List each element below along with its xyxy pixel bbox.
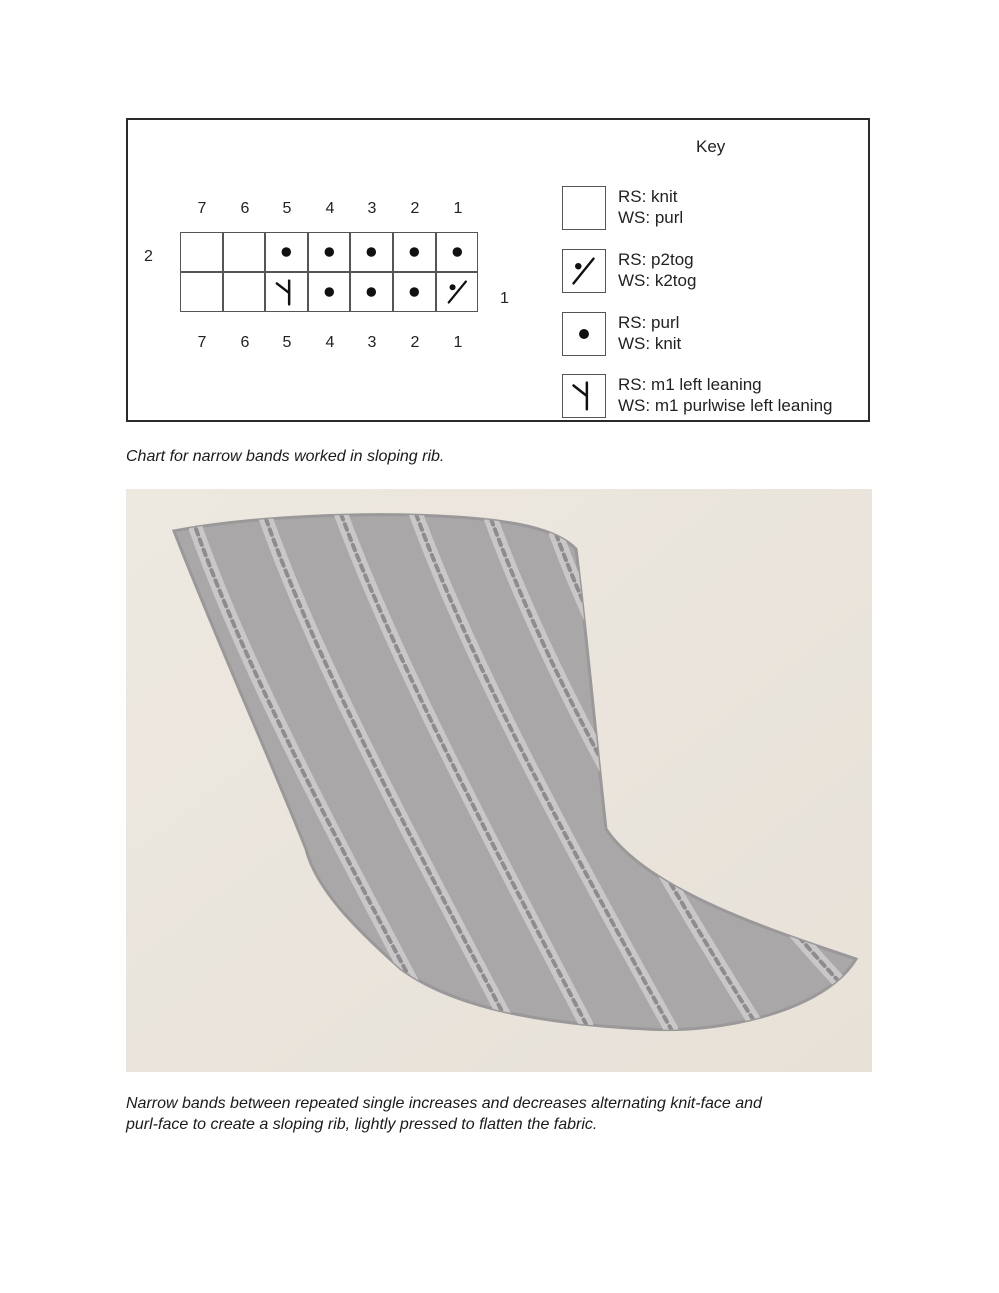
col-number: 6: [240, 200, 250, 217]
purl-dot-icon: [282, 247, 292, 257]
blank-square-icon: [562, 186, 606, 230]
chart-cell-blank: [223, 272, 266, 312]
col-number: 6: [240, 334, 250, 351]
photo-caption-line-2: purl-face to create a sloping rib, lightly pressed to flatten the fabric.: [126, 1116, 598, 1133]
col-number: 4: [325, 200, 335, 217]
purl-dot-icon: [324, 247, 334, 257]
knitted-swatch-photo: [126, 489, 872, 1072]
col-number: 3: [367, 334, 377, 351]
key-rs-text: RS: p2tog: [618, 250, 694, 269]
chart-caption: Chart for narrow bands worked in sloping rib.: [126, 448, 445, 465]
row-number-1: 1: [500, 290, 509, 307]
col-number: 5: [282, 200, 292, 217]
chart-cell-blank: [180, 232, 223, 272]
key-ws-text: WS: k2tog: [618, 271, 697, 290]
chart-cell-blank: [223, 232, 266, 272]
purl-dot-icon: [410, 287, 420, 297]
chart-cell-purl: [308, 272, 351, 312]
chart-cell-blank: [180, 272, 223, 312]
col-number: 1: [453, 200, 463, 217]
chart-cell-purl: [393, 272, 436, 312]
key-title: Key: [696, 137, 726, 156]
stitch-chart: [126, 118, 870, 422]
chart-cell-purl: [265, 232, 308, 272]
key-rs-text: RS: knit: [618, 187, 678, 206]
chart-cell-m1-left: [265, 272, 308, 312]
photo-caption: [126, 1093, 762, 1135]
col-number: 1: [453, 334, 463, 351]
purl-dot-icon: [562, 312, 606, 356]
row-number-2: 2: [144, 248, 153, 265]
col-number: 4: [325, 334, 335, 351]
purl-dot-icon: [410, 247, 420, 257]
col-number: 2: [410, 200, 420, 217]
col-number: 7: [197, 200, 207, 217]
col-number: 3: [367, 200, 377, 217]
purl-dot-icon: [324, 287, 334, 297]
col-number: 5: [282, 334, 292, 351]
p2tog-icon: [448, 282, 465, 303]
col-number: 7: [197, 334, 207, 351]
key-rs-text: RS: m1 left leaning: [618, 375, 762, 394]
purl-dot-icon: [452, 247, 462, 257]
p2tog-icon: [562, 249, 606, 293]
chart-cell-purl: [436, 232, 479, 272]
key-ws-text: WS: m1 purlwise left leaning: [618, 396, 833, 415]
key-ws-text: WS: knit: [618, 334, 682, 353]
purl-dot-icon: [367, 247, 377, 257]
purl-dot-icon: [367, 287, 377, 297]
key-rs-text: RS: purl: [618, 313, 680, 332]
photo-caption-line-1: Narrow bands between repeated single increases and decreases alternating knit-face and: [126, 1095, 762, 1112]
m1-left-icon: [277, 281, 289, 305]
chart-cell-p2tog: [436, 272, 479, 312]
chart-cell-purl: [393, 232, 436, 272]
chart-cell-purl: [308, 232, 351, 272]
key-ws-text: WS: purl: [618, 208, 684, 227]
m1-left-icon: [562, 374, 606, 418]
col-number: 2: [410, 334, 420, 351]
chart-cell-purl: [350, 272, 393, 312]
chart-cell-purl: [350, 232, 393, 272]
